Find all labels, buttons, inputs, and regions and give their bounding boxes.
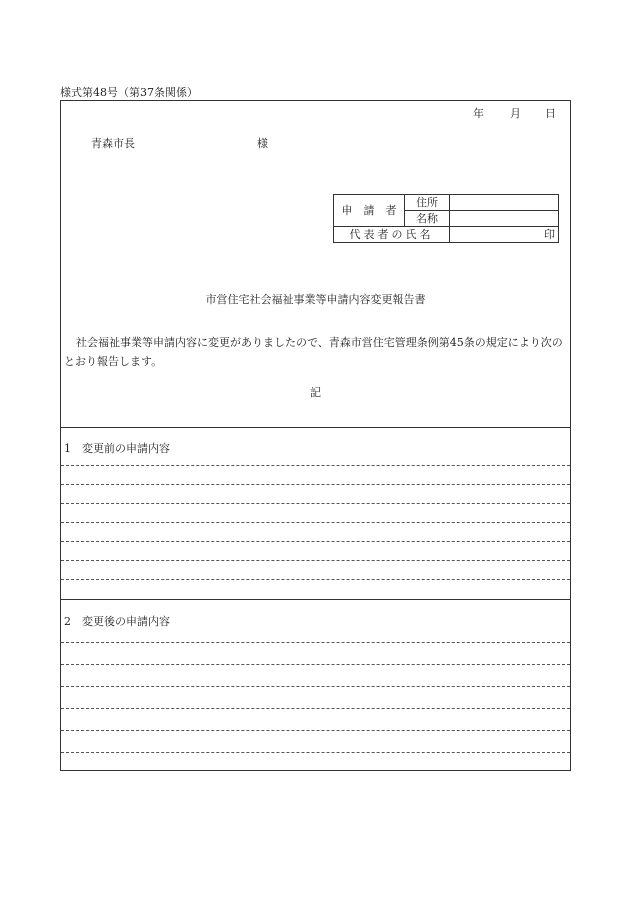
writing-line[interactable] xyxy=(61,730,570,731)
writing-line[interactable] xyxy=(61,522,570,523)
honorific: 様 xyxy=(257,137,268,150)
writing-line[interactable] xyxy=(61,541,570,542)
form-number: 様式第48号（第37条関係） xyxy=(60,86,198,99)
seal-mark[interactable]: 印 xyxy=(450,227,559,243)
date-month-label: 月 xyxy=(510,107,521,120)
writing-line[interactable] xyxy=(61,642,570,643)
section-divider xyxy=(61,599,570,600)
form-frame xyxy=(60,100,571,771)
writing-line[interactable] xyxy=(61,708,570,709)
addressee: 青森市長 xyxy=(91,137,135,150)
date-year-label: 年 xyxy=(473,107,484,120)
address-label: 住所 xyxy=(405,195,450,211)
section-after-heading: 2 変更後の申請内容 xyxy=(64,615,170,628)
writing-line[interactable] xyxy=(61,484,570,485)
writing-line[interactable] xyxy=(61,465,570,466)
section-before-heading: 1 変更前の申請内容 xyxy=(64,442,170,455)
document-title: 市営住宅社会福祉事業等申請内容変更報告書 xyxy=(205,293,426,306)
representative-label: 代表者の氏名 xyxy=(334,227,450,243)
name-label: 名称 xyxy=(405,211,450,227)
writing-line[interactable] xyxy=(61,503,570,504)
address-field[interactable] xyxy=(450,195,559,211)
date-day-label: 日 xyxy=(545,107,556,120)
writing-line[interactable] xyxy=(61,664,570,665)
writing-line[interactable] xyxy=(61,686,570,687)
applicant-table xyxy=(333,194,559,243)
name-field[interactable] xyxy=(450,211,559,227)
section-divider xyxy=(61,427,570,428)
writing-line[interactable] xyxy=(61,579,570,580)
writing-line[interactable] xyxy=(61,752,570,753)
ki-mark: 記 xyxy=(310,386,321,399)
applicant-label: 申 請 者 xyxy=(334,195,405,227)
report-body: 社会福祉事業等申請内容に変更がありましたので、青森市営住宅管理条例第45条の規定により次のとおり報告します。 xyxy=(64,336,563,368)
writing-line[interactable] xyxy=(61,560,570,561)
